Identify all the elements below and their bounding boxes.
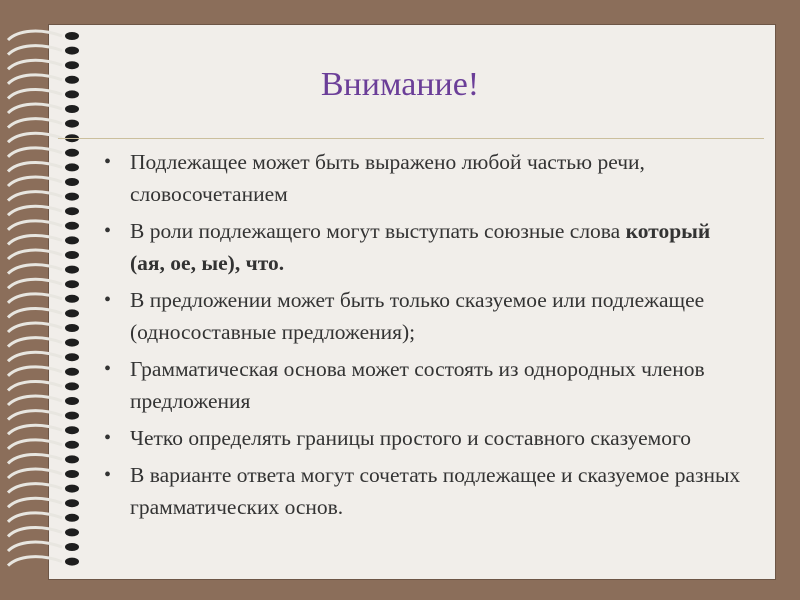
spiral-ring (8, 381, 62, 390)
spiral-ring (8, 148, 62, 157)
binding-hole (65, 528, 79, 536)
spiral-ring (8, 557, 62, 566)
binding-hole (65, 105, 79, 113)
spiral-ring (8, 454, 62, 463)
spiral-ring (8, 31, 62, 40)
bullet-text: В предложении может быть только сказуемое или подлежащее (односоставные предложения); (130, 288, 705, 344)
binding-hole (65, 280, 79, 288)
spiral-ring (8, 513, 62, 522)
binding-hole (65, 368, 79, 376)
spiral-ring (8, 440, 62, 449)
spiral-ring (8, 192, 62, 201)
spiral-ring (8, 469, 62, 478)
binding-hole (65, 514, 79, 522)
list-item (104, 146, 744, 210)
binding-hole (65, 149, 79, 157)
bullet-icon: • (104, 427, 112, 449)
spiral-ring (8, 250, 62, 259)
bullet-icon: • (104, 358, 112, 380)
bullet-text: Грамматическая основа может состоять из однородных членов предложения (130, 357, 705, 413)
binding-hole (65, 178, 79, 186)
bullet-text: Четко определять границы простого и составного сказуемого (130, 426, 692, 450)
binding-hole (65, 32, 79, 40)
bullet-text: В варианте ответа могут сочетать подлежащее и сказуемое разных грамматических основ. (130, 463, 741, 519)
spiral-ring (8, 265, 62, 274)
binding-hole (65, 236, 79, 244)
binding-hole (65, 163, 79, 171)
spiral-ring (8, 484, 62, 493)
spiral-ring (8, 221, 62, 230)
spiral-ring (8, 133, 62, 142)
binding-hole (65, 207, 79, 215)
spiral-ring (8, 46, 62, 55)
spiral-ring (8, 119, 62, 128)
spiral-ring (8, 396, 62, 405)
binding-hole (65, 251, 79, 259)
bullet-icon: • (104, 220, 112, 242)
binding-hole (65, 426, 79, 434)
spiral-ring (8, 338, 62, 347)
binding-hole (65, 558, 79, 566)
spiral-ring (8, 352, 62, 361)
binding-hole (65, 455, 79, 463)
binding-hole (65, 193, 79, 201)
list-item (104, 459, 744, 523)
bullet-icon: • (104, 289, 112, 311)
spiral-binding-icon (0, 24, 90, 584)
bullet-icon: • (104, 464, 112, 486)
binding-hole (65, 353, 79, 361)
list-item (104, 215, 744, 279)
binding-hole (65, 499, 79, 507)
bullet-icon: • (104, 151, 112, 173)
spiral-ring (8, 104, 62, 113)
binding-hole (65, 324, 79, 332)
spiral-ring (8, 323, 62, 332)
spiral-ring (8, 411, 62, 420)
spiral-ring (8, 498, 62, 507)
binding-hole (65, 339, 79, 347)
spiral-ring (8, 542, 62, 551)
bullet-text: Подлежащее может быть выражено любой частью речи, словосочетанием (130, 150, 645, 206)
spiral-ring (8, 527, 62, 536)
binding-hole (65, 309, 79, 317)
binding-hole (65, 47, 79, 55)
binding-hole (65, 382, 79, 390)
bullet-text: В роли подлежащего могут выступать союзные слова (130, 219, 626, 243)
binding-hole (65, 441, 79, 449)
spiral-ring (8, 177, 62, 186)
slide-title: Внимание! (320, 66, 480, 103)
bullet-text-bold: который (ая, ое, ые), что. (130, 219, 711, 275)
binding-hole (65, 266, 79, 274)
bullet-list (104, 146, 744, 528)
binding-hole (65, 543, 79, 551)
spiral-ring (8, 162, 62, 171)
binding-hole (65, 485, 79, 493)
spiral-ring (8, 206, 62, 215)
binding-hole (65, 470, 79, 478)
binding-hole (65, 120, 79, 128)
binding-hole (65, 412, 79, 420)
binding-hole (65, 222, 79, 230)
spiral-ring (8, 279, 62, 288)
spiral-ring (8, 235, 62, 244)
list-item (104, 284, 744, 348)
list-item (104, 422, 744, 454)
binding-hole (65, 295, 79, 303)
title-divider (58, 138, 764, 139)
spiral-ring (8, 425, 62, 434)
spiral-ring (8, 308, 62, 317)
binding-hole (65, 397, 79, 405)
spiral-ring (8, 294, 62, 303)
list-item (104, 353, 744, 417)
spiral-ring (8, 367, 62, 376)
